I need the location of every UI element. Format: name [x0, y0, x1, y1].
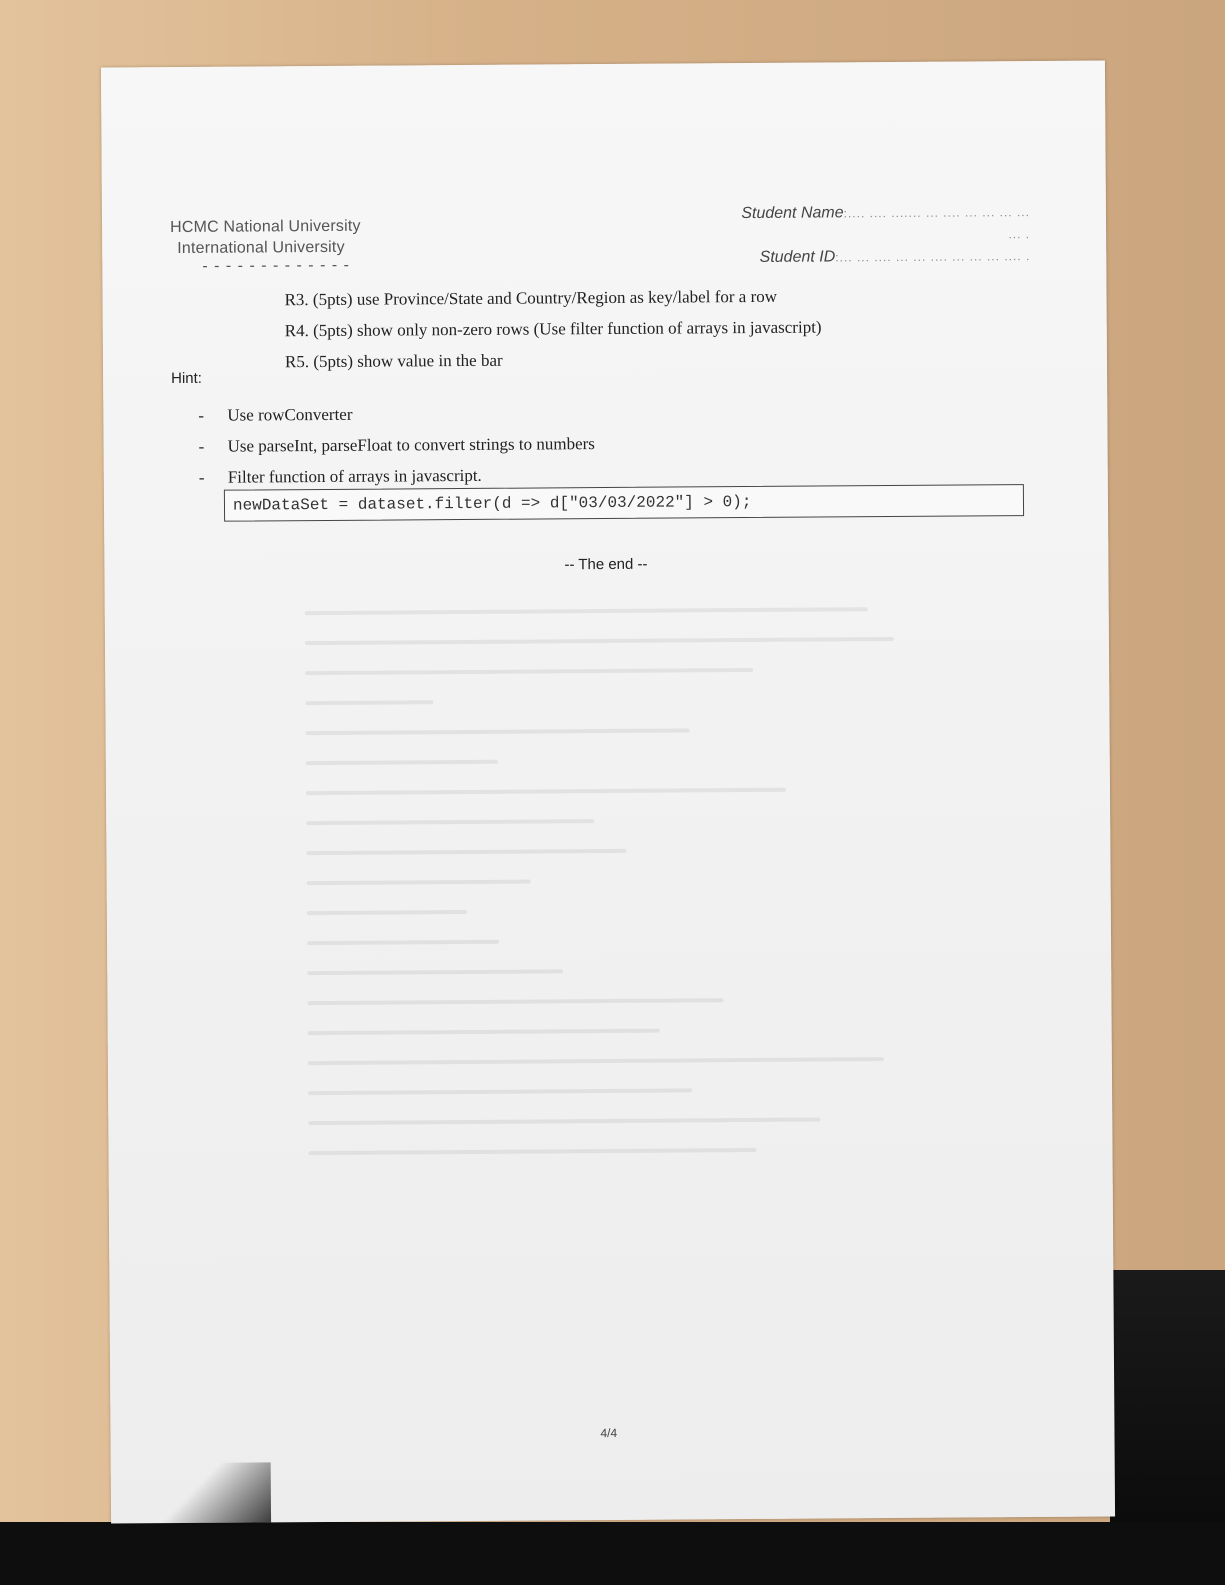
- hint-item: - Use parseInt, parseFloat to convert strings to numbers: [198, 428, 595, 462]
- student-name-label: Student Name: [741, 204, 844, 223]
- requirement-r4: R4. (5pts) show only non-zero rows (Use filter function of arrays in javascript): [284, 317, 822, 341]
- exam-page: [101, 61, 1115, 1524]
- requirement-r3: R3. (5pts) use Province/State and Country/Region as key/label for a row: [284, 286, 778, 310]
- university-name: HCMC National University: [169, 217, 361, 237]
- requirement-r5: R5. (5pts) show value in the bar: [284, 350, 503, 372]
- page-number: 4/4: [600, 1425, 618, 1441]
- student-name-blank: :.... .... ....... ... .... ... ... ... ... ... .: [843, 205, 1031, 242]
- code-snippet: newDataSet = dataset.filter(d => d["03/03/2022"] > 0);: [224, 484, 1024, 522]
- header-separator: - - - - - - - - - - - - -: [202, 256, 350, 275]
- university-header: [170, 216, 361, 275]
- requirements-list: [284, 280, 821, 377]
- hint-label: Hint:: [171, 369, 203, 388]
- page-corner-shadow: [111, 1462, 271, 1523]
- hint-item: - Filter function of arrays in javascript.: [199, 459, 596, 493]
- student-info: [730, 201, 1030, 269]
- university-subname: International University: [177, 238, 345, 257]
- hint-item: - Use rowConverter: [198, 397, 595, 431]
- student-id-blank: :... ... .... ... ... .... ... ... ... .... .: [835, 249, 1031, 265]
- end-marker: -- The end --: [564, 555, 648, 574]
- bleed-through-text: [305, 607, 950, 1361]
- desk-shadow-right: [1110, 1270, 1225, 1522]
- hint-list: [198, 397, 595, 493]
- desk-shadow-bottom: [0, 1522, 1225, 1585]
- student-id-label: Student ID: [759, 248, 836, 266]
